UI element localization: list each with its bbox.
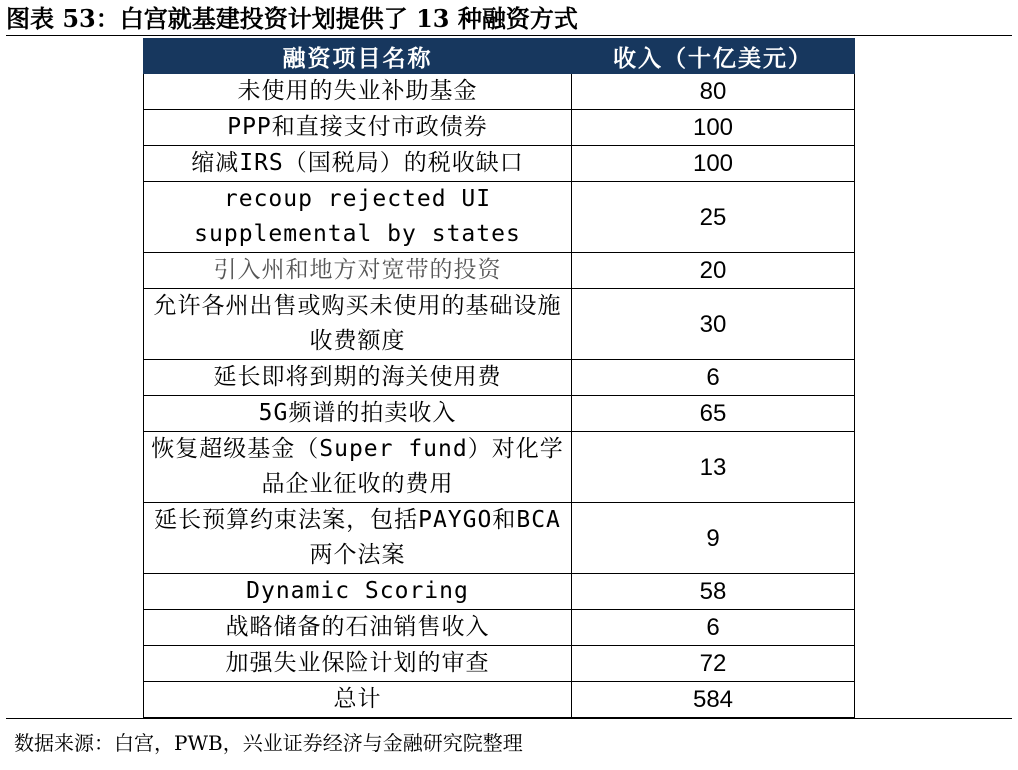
revenue-cell: 58 — [572, 574, 855, 610]
revenue-cell: 6 — [572, 610, 855, 646]
project-name-cell: Dynamic Scoring — [144, 574, 572, 610]
table-row — [144, 146, 855, 182]
financing-table — [143, 38, 855, 718]
project-name-cell: 5G频谱的拍卖收入 — [144, 396, 572, 432]
table-row — [144, 289, 855, 360]
revenue-cell: 30 — [572, 289, 855, 360]
revenue-cell: 13 — [572, 432, 855, 503]
revenue-cell: 20 — [572, 253, 855, 289]
table-row — [144, 74, 855, 110]
table-total-row — [144, 682, 855, 718]
revenue-cell: 9 — [572, 503, 855, 574]
source-note: 数据来源：白宫，PWB，兴业证券经济与金融研究院整理 — [14, 731, 523, 755]
revenue-cell: 6 — [572, 360, 855, 396]
project-name-cell: 延长预算约束法案，包括PAYGO和BCA两个法案 — [144, 503, 572, 574]
table-row — [144, 646, 855, 682]
figure-title: 图表 53：白宫就基建投资计划提供了 13 种融资方式 — [6, 4, 578, 33]
table-header-row — [144, 39, 855, 74]
column-header-revenue: 收入（十亿美元） — [572, 39, 855, 74]
project-name-cell: recoup rejected UI supplemental by states — [144, 182, 572, 253]
revenue-cell: 72 — [572, 646, 855, 682]
revenue-cell: 100 — [572, 110, 855, 146]
table-row — [144, 432, 855, 503]
total-value-cell: 584 — [572, 682, 855, 718]
project-name-cell: 延长即将到期的海关使用费 — [144, 360, 572, 396]
revenue-cell: 100 — [572, 146, 855, 182]
project-name-cell: PPP和直接支付市政债券 — [144, 110, 572, 146]
project-name-cell: 引入州和地方对宽带的投资 — [144, 253, 572, 289]
table-row — [144, 253, 855, 289]
revenue-cell: 65 — [572, 396, 855, 432]
table-row — [144, 610, 855, 646]
column-header-project: 融资项目名称 — [144, 39, 572, 74]
project-name-cell: 加强失业保险计划的审查 — [144, 646, 572, 682]
top-rule — [6, 35, 1012, 36]
project-name-cell: 未使用的失业补助基金 — [144, 74, 572, 110]
total-label-cell: 总计 — [144, 682, 572, 718]
project-name-cell: 战略储备的石油销售收入 — [144, 610, 572, 646]
project-name-cell: 恢复超级基金（Super fund）对化学品企业征收的费用 — [144, 432, 572, 503]
table-row — [144, 574, 855, 610]
project-name-cell: 允许各州出售或购买未使用的基础设施收费额度 — [144, 289, 572, 360]
bottom-rule — [6, 718, 1012, 719]
table-row — [144, 503, 855, 574]
table-row — [144, 110, 855, 146]
table-row — [144, 360, 855, 396]
revenue-cell: 80 — [572, 74, 855, 110]
table-row — [144, 182, 855, 253]
project-name-cell: 缩减IRS（国税局）的税收缺口 — [144, 146, 572, 182]
table-row — [144, 396, 855, 432]
revenue-cell: 25 — [572, 182, 855, 253]
